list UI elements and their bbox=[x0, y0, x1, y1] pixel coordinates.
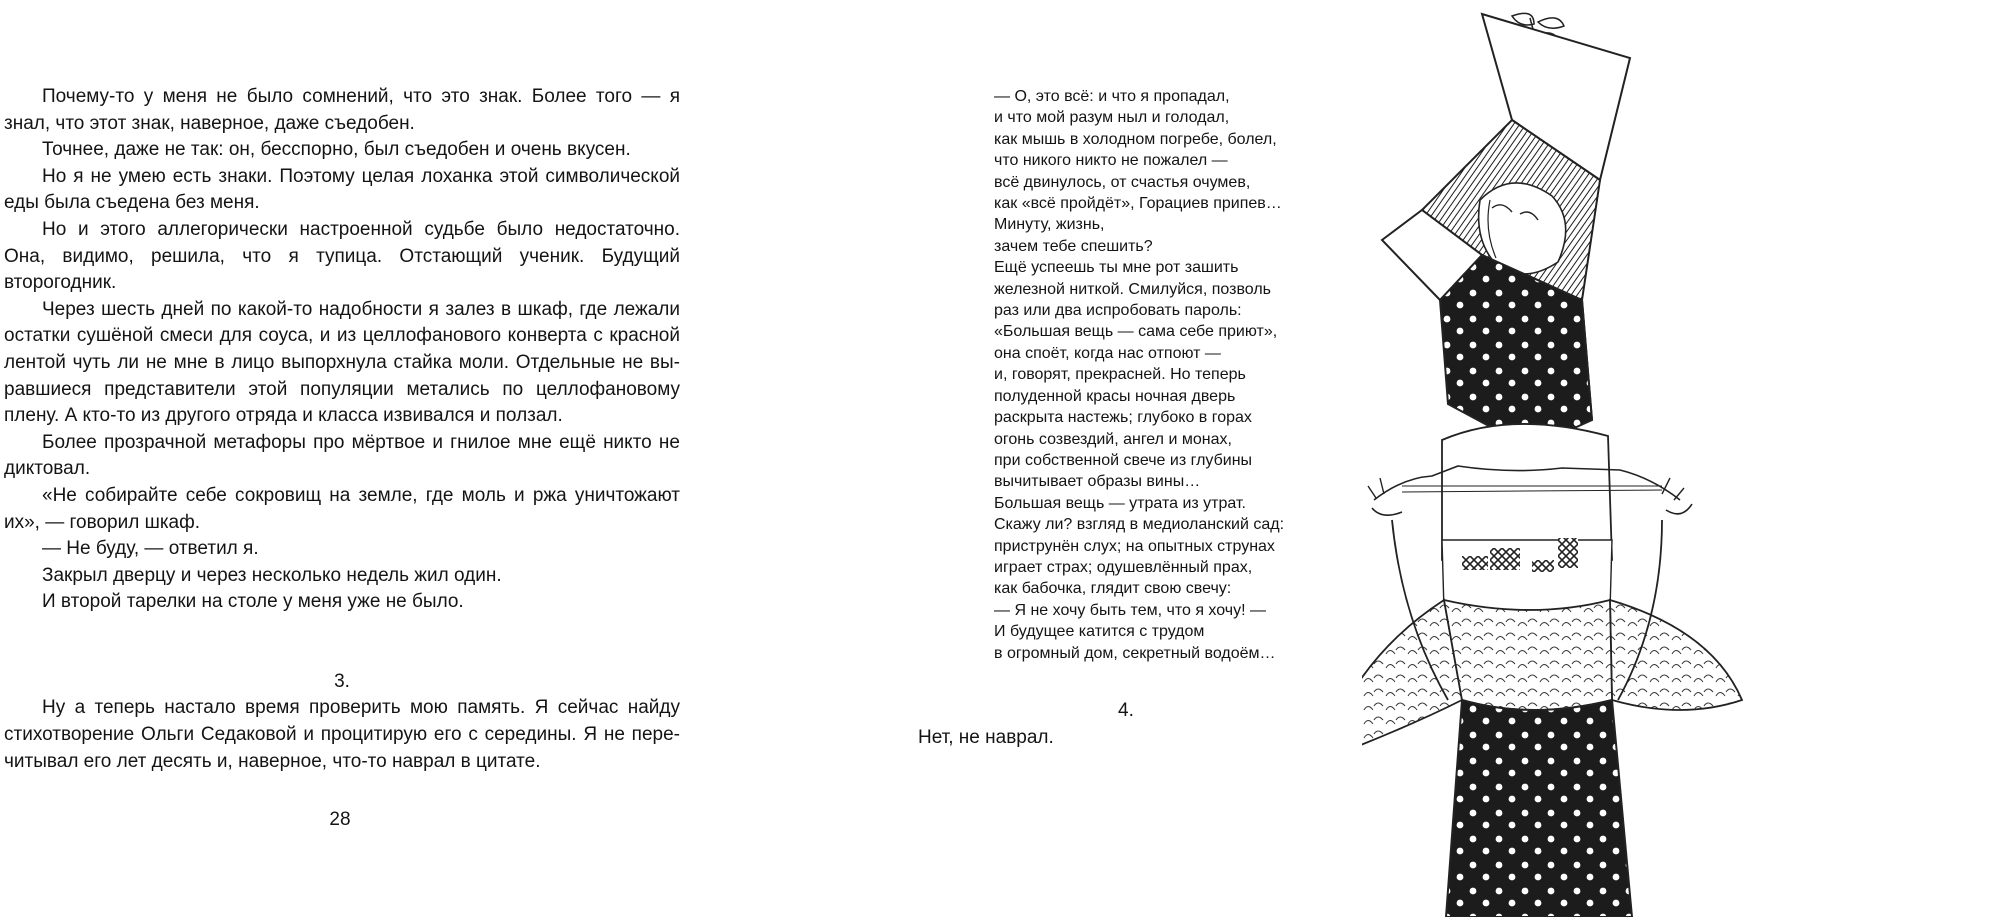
left-page bbox=[0, 0, 1000, 917]
left-page-prose bbox=[4, 84, 680, 775]
paragraph: Но и этого аллегорически настроенной судьбе было недостаточно. Она, видимо, решила, что я тупица. Отстающий ученик. Будущий второгодник. bbox=[4, 218, 680, 294]
paragraph: — Не буду, — ответил я. bbox=[42, 538, 259, 560]
poem-line: Скажу ли? взгляд в медиоланский сад: bbox=[994, 516, 1285, 534]
section-4 bbox=[918, 698, 1318, 751]
poem-line: «Большая вещь — сама себе приют», bbox=[994, 323, 1278, 341]
paragraph: Точнее, даже не так: он, бесспорно, был съедобен и очень вкусен. bbox=[42, 139, 631, 161]
poem-line: железной ниткой. Смилуйся, позволь bbox=[994, 280, 1271, 298]
paragraph: Более прозрачной метафоры про мёртвое и гнилое мне ещё никто не диктовал. bbox=[4, 431, 680, 480]
paragraph: Но я не умею есть знаки. Поэтому целая лоханка этой символической еды была съедена без меня. bbox=[4, 165, 680, 214]
paragraph: И второй тарелки на столе у меня уже не было. bbox=[42, 591, 464, 613]
poem-line: огонь созвездий, ангел и монах, bbox=[994, 430, 1232, 448]
poem-line: и что мой разум ныл и голодал, bbox=[994, 109, 1230, 127]
poem-line: Минуту, жизнь, bbox=[994, 216, 1105, 234]
paragraph: Через шесть дней по какой-то надобности я залез в шкаф, где лежали остатки сушёной смеси для соуса, и из целлофанового конверта с красной лентой чуть ли не мне в лицо выпорхнула стайка моли. Отдельные не выравшиеся представители этой популяции метались по целлофановому плену. А кто-то из другого отряда и класса извивался и ползал. bbox=[4, 298, 680, 427]
ink-drawing-box-head-figure-icon bbox=[1362, 0, 2000, 917]
poem-line: полуденной красы ночная дверь bbox=[994, 387, 1236, 405]
paragraph: «Не собирайте себе сокровищ на земле, где моль и ржа уничтожают их», — говорил шкаф. bbox=[4, 484, 680, 533]
poem-line: И будущее катится с трудом bbox=[994, 623, 1205, 641]
poem-line: — Я не хочу быть тем, что я хочу! — bbox=[994, 601, 1267, 619]
poem-line: зачем тебе спешить? bbox=[994, 237, 1153, 255]
poem-line: она споёт, когда нас отпоют — bbox=[994, 344, 1221, 362]
poem-line: всё двинулось, от счастья очумев, bbox=[994, 173, 1251, 191]
poem-line: Ещё успеешь ты мне рот зашить bbox=[994, 259, 1239, 277]
right-page bbox=[918, 0, 2000, 917]
poem-line: — О, это всё: и что я пропадал, bbox=[994, 88, 1230, 105]
section-number: 4. bbox=[1118, 700, 1134, 721]
poem-line: и, говорят, прекрасней. Но теперь bbox=[994, 366, 1246, 384]
poem-line: как «всё пройдёт», Горациев припев… bbox=[994, 195, 1282, 213]
poem-line: в огромный дом, секретный водоём… bbox=[994, 644, 1276, 662]
paragraph: Закрыл дверцу и через несколько недель жил один. bbox=[42, 564, 502, 586]
poem-line: играет страх; одушевлённый прах, bbox=[994, 558, 1253, 576]
poem-line: как бабочка, глядит свою свечу: bbox=[994, 580, 1232, 598]
section-number: 3. bbox=[334, 670, 350, 692]
poem-line: приструнён слух; на опытных струнах bbox=[994, 537, 1275, 555]
page-number: 28 bbox=[329, 809, 351, 830]
poem-line: при собственной свече из глубины bbox=[994, 451, 1253, 469]
paragraph: Почему-то у меня не было сомнений, что это знак. Более того — я знал, что этот знак, наверное, даже съедобен. bbox=[4, 86, 680, 134]
poem-line: Большая вещь — утрата из утрат. bbox=[994, 494, 1246, 512]
poem-line: раз или два испробовать пароль: bbox=[994, 302, 1242, 320]
poem-line: что никого никто не пожалел — bbox=[994, 152, 1228, 170]
paragraph: Ну а теперь настало время проверить мою память. Я сейчас найду стихотворение Ольги Седаковой и процитирую его с середины. Я не перечитывал его лет десять и, наверное, что-то наврал в цитате. bbox=[4, 697, 680, 772]
poem-line: вычитывает образы вины… bbox=[994, 473, 1201, 491]
paragraph: Нет, не наврал. bbox=[918, 726, 1054, 748]
poem-line: как мышь в холодном погребе, болел, bbox=[994, 130, 1277, 148]
poem-quote bbox=[994, 86, 1314, 664]
poem-line: раскрыта настежь; глубоко в горах bbox=[994, 409, 1252, 427]
